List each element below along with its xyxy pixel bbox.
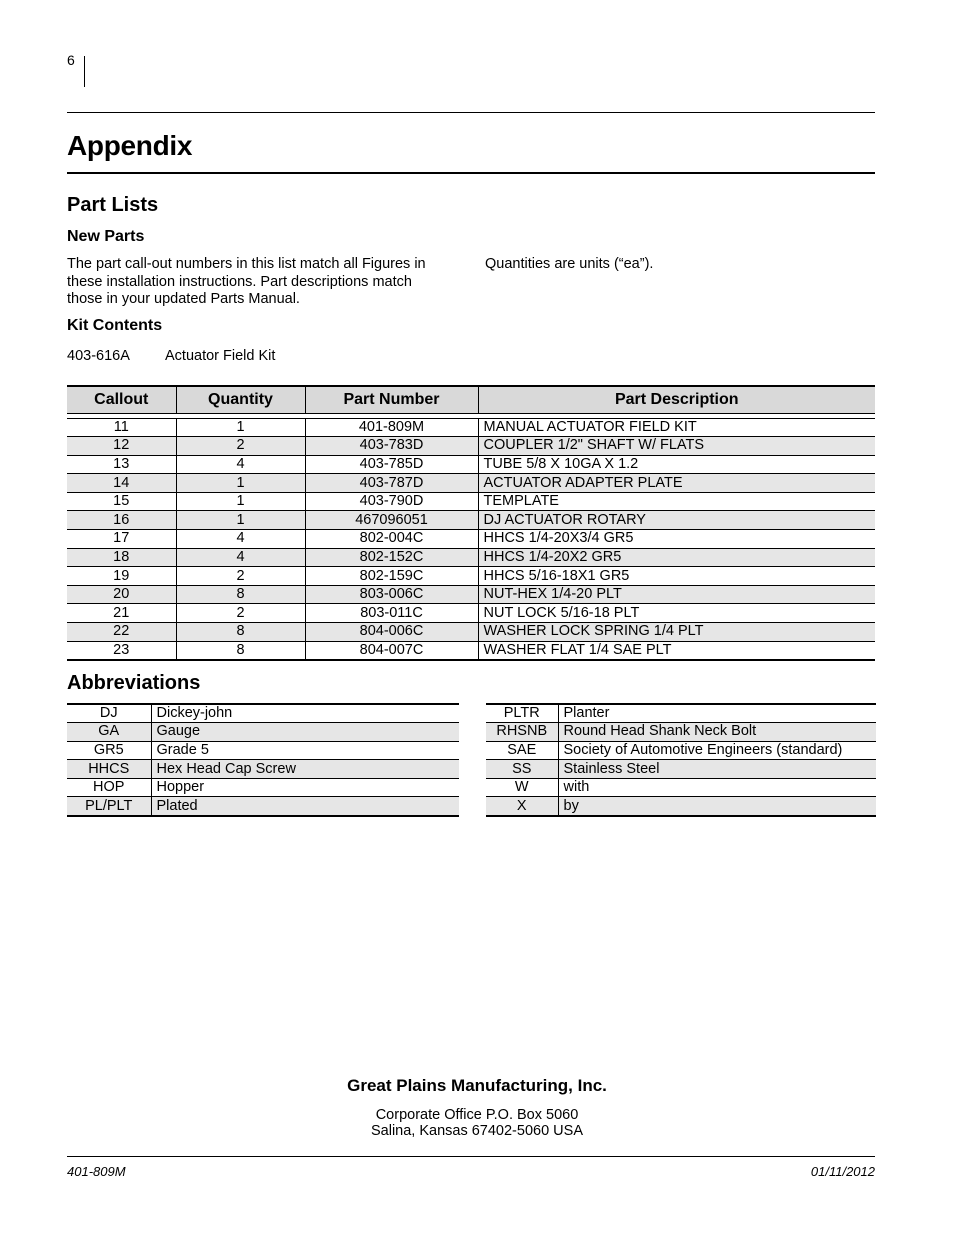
page-number: 6 bbox=[67, 52, 75, 68]
parts-table bbox=[67, 385, 875, 661]
callout-cell: 20 bbox=[67, 585, 176, 604]
quantity-cell: 1 bbox=[176, 418, 305, 437]
table-row bbox=[67, 437, 875, 456]
callout-cell: 14 bbox=[67, 474, 176, 493]
part-description-cell: ACTUATOR ADAPTER PLATE bbox=[478, 474, 875, 493]
abbreviation-row bbox=[486, 704, 876, 723]
table-row bbox=[67, 585, 875, 604]
part-number-cell: 803-006C bbox=[305, 585, 478, 604]
column-header-part-number: Part Number bbox=[305, 386, 478, 413]
abbreviation-meaning: Gauge bbox=[151, 723, 459, 742]
part-description-cell: TEMPLATE bbox=[478, 492, 875, 511]
part-description-cell: DJ ACTUATOR ROTARY bbox=[478, 511, 875, 530]
part-description-cell: NUT-HEX 1/4-20 PLT bbox=[478, 585, 875, 604]
part-number-cell: 804-006C bbox=[305, 623, 478, 642]
company-name: Great Plains Manufacturing, Inc. bbox=[347, 1076, 607, 1095]
table-row bbox=[67, 604, 875, 623]
abbreviation-meaning: Stainless Steel bbox=[558, 760, 876, 779]
quantity-cell: 2 bbox=[176, 567, 305, 586]
abbreviation-row bbox=[67, 778, 459, 797]
part-number-cell: 804-007C bbox=[305, 641, 478, 660]
quantity-cell: 1 bbox=[176, 474, 305, 493]
part-number-cell: 403-787D bbox=[305, 474, 478, 493]
quantity-cell: 4 bbox=[176, 455, 305, 474]
header-rule bbox=[67, 112, 875, 113]
abbreviation-meaning: with bbox=[558, 778, 876, 797]
callout-cell: 18 bbox=[67, 548, 176, 567]
quantities-note: Quantities are units (“ea”). bbox=[485, 256, 654, 272]
table-row bbox=[67, 548, 875, 567]
title-rule bbox=[67, 172, 875, 174]
part-number-cell: 401-809M bbox=[305, 418, 478, 437]
abbreviations-table-right bbox=[486, 703, 876, 817]
table-row bbox=[67, 623, 875, 642]
quantity-cell: 1 bbox=[176, 511, 305, 530]
abbreviation-row bbox=[486, 723, 876, 742]
table-row bbox=[67, 530, 875, 549]
table-row bbox=[67, 492, 875, 511]
abbreviation-row bbox=[486, 778, 876, 797]
abbreviation-row bbox=[486, 797, 876, 816]
callout-cell: 13 bbox=[67, 455, 176, 474]
address-line-1: Corporate Office P.O. Box 5060 bbox=[375, 1107, 579, 1123]
abbreviation-row bbox=[67, 760, 459, 779]
document-date: 01/11/2012 bbox=[810, 1164, 875, 1179]
table-row bbox=[67, 511, 875, 530]
quantity-cell: 1 bbox=[176, 492, 305, 511]
kit-number: 403-616A bbox=[67, 348, 130, 364]
callout-cell: 23 bbox=[113, 641, 130, 658]
part-number-cell: 403-783D bbox=[305, 437, 478, 456]
abbreviation-row bbox=[486, 760, 876, 779]
abbreviation-term: GA bbox=[67, 723, 151, 742]
abbreviation-row bbox=[67, 797, 459, 816]
abbreviation-row bbox=[67, 723, 459, 742]
abbreviation-term: HOP bbox=[67, 778, 151, 797]
callout-cell: 17 bbox=[67, 530, 176, 549]
new-parts-text bbox=[67, 256, 467, 309]
document-number: 401-809M bbox=[67, 1164, 126, 1179]
kit-contents-heading: Kit Contents bbox=[67, 317, 163, 334]
new-parts-text-line: The part call-out numbers in this list match all Figures in bbox=[67, 256, 426, 272]
abbreviation-term: RHSNB bbox=[486, 723, 558, 742]
part-number-cell: 467096051 bbox=[305, 511, 478, 530]
part-number-cell: 802-152C bbox=[305, 548, 478, 567]
part-description-cell: NUT LOCK 5/16-18 PLT bbox=[478, 604, 875, 623]
part-number-cell: 403-785D bbox=[305, 455, 478, 474]
abbreviation-row bbox=[486, 741, 876, 760]
callout-cell: 22 bbox=[67, 623, 176, 642]
page-title: Appendix bbox=[67, 130, 193, 161]
table-row bbox=[67, 567, 875, 586]
part-description-cell: TUBE 5/8 X 10GA X 1.2 bbox=[478, 455, 875, 474]
new-parts-text-line: those in your updated Parts Manual. bbox=[67, 291, 300, 307]
part-description-cell: HHCS 1/4-20X2 GR5 bbox=[478, 548, 875, 567]
footer-rule bbox=[67, 1156, 875, 1157]
part-description-cell: HHCS 5/16-18X1 GR5 bbox=[478, 567, 875, 586]
abbreviation-meaning: Society of Automotive Engineers (standard) bbox=[558, 741, 876, 760]
abbreviation-meaning: Hopper bbox=[151, 778, 459, 797]
callout-cell: 12 bbox=[67, 437, 176, 456]
abbreviation-term: GR5 bbox=[67, 741, 151, 760]
abbreviation-term: X bbox=[486, 797, 558, 816]
part-description-cell: MANUAL ACTUATOR FIELD KIT bbox=[478, 418, 875, 437]
part-number-cell: 802-004C bbox=[305, 530, 478, 549]
table-row bbox=[67, 474, 875, 493]
quantity-cell: 8 bbox=[176, 641, 305, 660]
callout-cell: 19 bbox=[67, 567, 176, 586]
part-number-cell: 403-790D bbox=[305, 492, 478, 511]
part-description-cell: COUPLER 1/2" SHAFT W/ FLATS bbox=[478, 437, 875, 456]
abbreviation-meaning: Round Head Shank Neck Bolt bbox=[558, 723, 876, 742]
table-row bbox=[67, 641, 875, 660]
quantity-cell: 4 bbox=[176, 548, 305, 567]
abbreviation-term: PL/PLT bbox=[67, 797, 151, 816]
page-number-divider bbox=[84, 56, 85, 87]
table-row bbox=[67, 418, 875, 437]
column-header-callout: Callout bbox=[67, 386, 176, 413]
abbreviation-meaning: Hex Head Cap Screw bbox=[151, 760, 459, 779]
new-parts-heading: New Parts bbox=[67, 228, 145, 245]
part-lists-heading: Part Lists bbox=[67, 194, 159, 216]
part-description-cell: WASHER LOCK SPRING 1/4 PLT bbox=[478, 623, 875, 642]
kit-name: Actuator Field Kit bbox=[165, 348, 276, 364]
abbreviation-meaning: Planter bbox=[558, 704, 876, 723]
callout-cell: 11 bbox=[67, 418, 176, 437]
column-header-part-description: Part Description bbox=[478, 386, 875, 413]
table-row bbox=[67, 455, 875, 474]
quantity-cell: 2 bbox=[176, 604, 305, 623]
abbreviation-meaning: Grade 5 bbox=[151, 741, 459, 760]
part-number-cell: 803-011C bbox=[305, 604, 478, 623]
abbreviation-term: SS bbox=[486, 760, 558, 779]
abbreviation-row bbox=[67, 741, 459, 760]
abbreviation-meaning: Dickey-john bbox=[151, 704, 459, 723]
column-header-quantity: Quantity bbox=[176, 386, 305, 413]
abbreviation-term: W bbox=[486, 778, 558, 797]
abbreviation-meaning: Plated bbox=[151, 797, 459, 816]
abbreviations-table-left bbox=[67, 703, 459, 817]
quantity-cell: 8 bbox=[176, 585, 305, 604]
part-number-cell: 802-159C bbox=[305, 567, 478, 586]
abbreviation-row bbox=[67, 704, 459, 723]
new-parts-text-line: these installation instructions. Part descriptions match bbox=[67, 273, 412, 290]
abbreviation-term: PLTR bbox=[486, 704, 558, 723]
abbreviation-term: SAE bbox=[486, 741, 558, 760]
callout-cell: 15 bbox=[67, 492, 176, 511]
abbreviation-term: HHCS bbox=[67, 760, 151, 779]
part-description-cell: WASHER FLAT 1/4 SAE PLT bbox=[478, 641, 875, 660]
abbreviation-term: DJ bbox=[67, 704, 151, 723]
quantity-cell: 8 bbox=[176, 623, 305, 642]
callout-cell: 21 bbox=[67, 604, 176, 623]
abbreviations-heading: Abbreviations bbox=[67, 672, 201, 694]
part-description-cell: HHCS 1/4-20X3/4 GR5 bbox=[478, 530, 875, 549]
abbreviation-meaning: by bbox=[558, 797, 876, 816]
quantity-cell: 2 bbox=[176, 437, 305, 456]
quantity-cell: 4 bbox=[176, 530, 305, 549]
parts-table-header bbox=[67, 386, 875, 413]
address-line-2: Salina, Kansas 67402-5060 USA bbox=[370, 1123, 583, 1139]
callout-cell: 16 bbox=[67, 511, 176, 530]
